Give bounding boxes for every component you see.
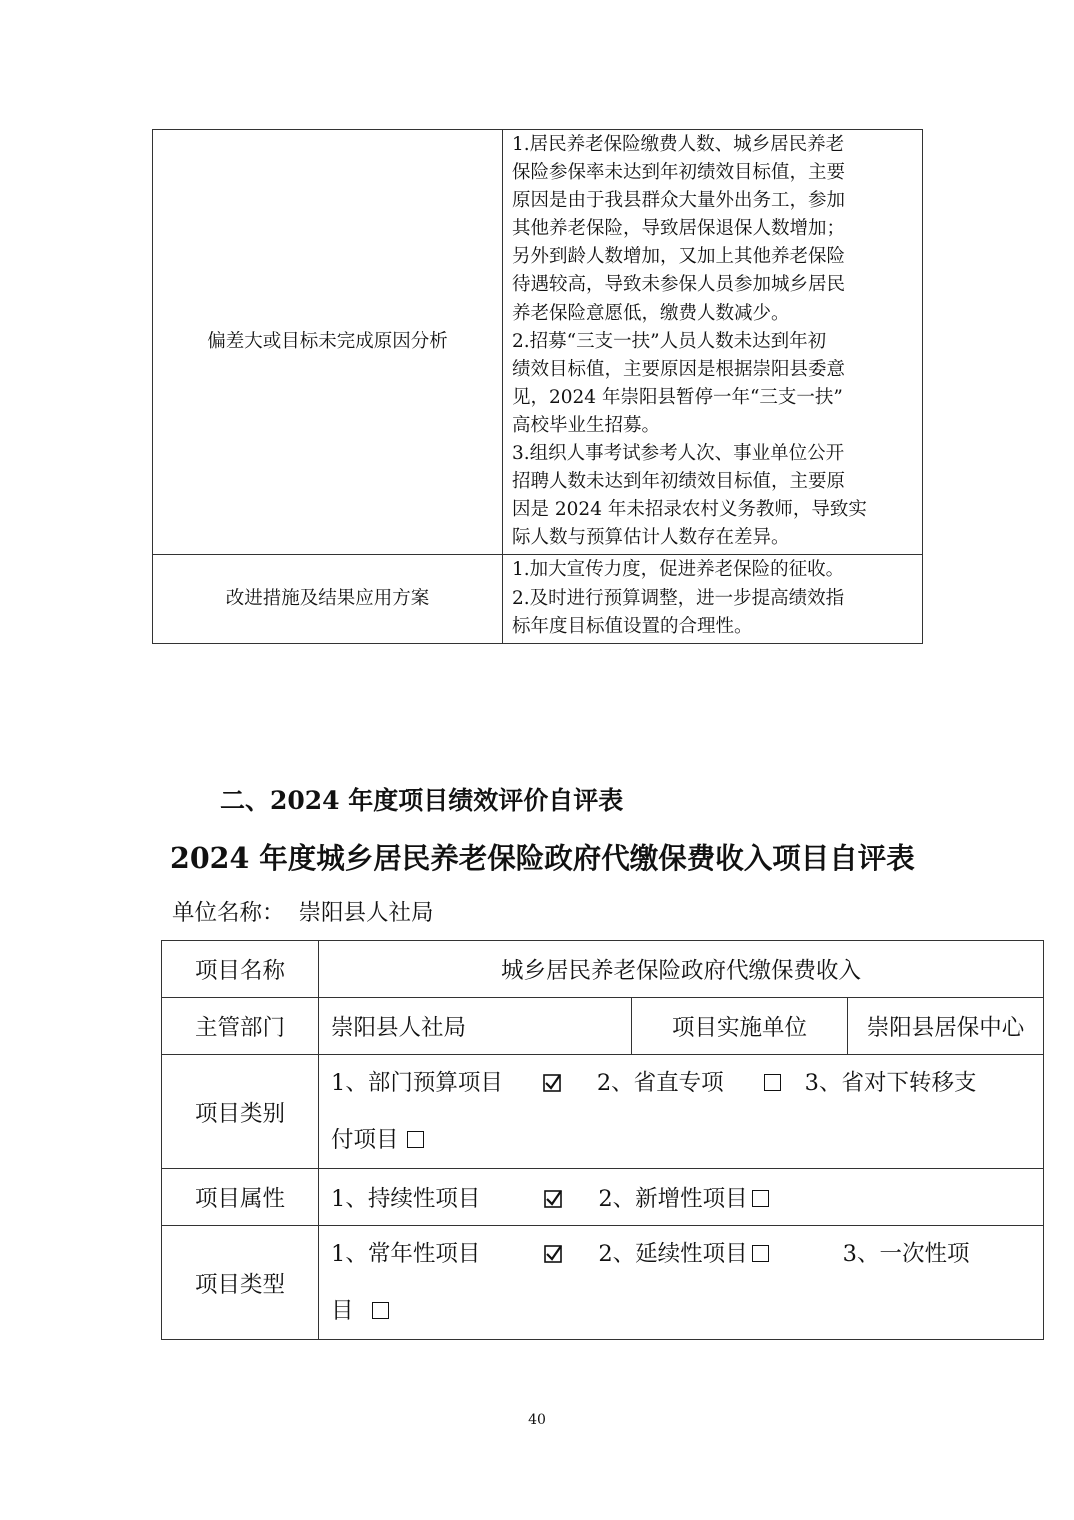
project-type-options [319,1226,1044,1340]
project-attribute-label: 项目属性 [162,1169,319,1226]
checked-box-icon[interactable] [543,1074,561,1092]
type-option-3-cont: 目 [331,1297,354,1324]
checked-box-icon[interactable] [544,1190,562,1208]
table-row [162,941,1044,998]
dept-label: 主管部门 [162,998,319,1055]
page-number: 40 [528,1412,546,1428]
project-category-options [319,1055,1044,1169]
deviation-analysis-table [152,129,923,644]
text-line: 2.招募“三支一扶”人员人数未达到年初 [512,330,827,352]
unchecked-box-icon[interactable] [372,1302,389,1319]
table-row [153,130,923,555]
type-option-3: 3、一次性项 [842,1241,970,1267]
category-option-3-cont: 付项目 [331,1126,399,1153]
text-line: 其他养老保险，导致居保退保人数增加； [512,218,846,240]
dept-value: 崇阳县人社局 [319,998,632,1055]
table-row [162,1169,1044,1226]
table-row [162,1055,1044,1169]
category-option-3: 3、省对下转移支 [804,1070,977,1096]
unit-name-value: 崇阳县人社局 [298,900,434,926]
text-line: 原因是由于我县群众大量外出务工，参加 [512,190,846,212]
project-name-value: 城乡居民养老保险政府代缴保费收入 [319,941,1044,998]
unchecked-box-icon[interactable] [407,1131,424,1148]
text-line: 2.及时进行预算调整，进一步提高绩效指 [512,587,845,609]
category-option-1: 1、部门预算项目 [331,1070,503,1096]
text-line: 养老保险意愿低，缴费人数减少。 [512,302,790,324]
table-row [162,998,1044,1055]
improvement-plan-text [503,555,923,643]
project-attribute-options [319,1169,1044,1226]
text-line: 因是 2024 年未招录农村义务教师，导致实 [512,499,867,521]
impl-unit-value: 崇阳县居保中心 [848,998,1044,1055]
text-line: 际人数与预算估计人数存在差异。 [512,527,790,549]
document-title: 2024 年度城乡居民养老保险政府代缴保费收入项目自评表 [170,841,915,875]
text-line: 招聘人数未达到年初绩效目标值，主要原 [512,471,846,493]
category-option-2: 2、省直专项 [596,1070,724,1096]
project-name-label: 项目名称 [162,941,319,998]
text-line: 见，2024 年崇阳县暂停一年“三支一扶” [512,386,843,408]
text-line: 保险参保率未达到年初绩效目标值，主要 [512,162,846,184]
unchecked-box-icon[interactable] [752,1245,769,1262]
text-line: 另外到龄人数增加，又加上其他养老保险 [512,246,846,268]
project-info-table [161,940,1044,1340]
checked-box-icon[interactable] [544,1245,562,1263]
text-line: 1.居民养老保险缴费人数、城乡居民养老 [512,134,845,155]
deviation-reason-text [503,130,923,555]
unit-name-label: 单位名称： [172,900,285,926]
text-line: 3.组织人事考试参考人次、事业单位公开 [512,443,845,465]
type-option-2: 2、延续性项目 [598,1241,748,1267]
type-option-1: 1、常年性项目 [331,1241,481,1267]
text-line: 标年度目标值设置的合理性。 [512,615,753,637]
section-heading: 二、2024 年度项目绩效评价自评表 [220,786,624,815]
project-category-label: 项目类别 [162,1055,319,1169]
attribute-option-2: 2、新增性项目 [598,1186,748,1212]
improvement-plan-label: 改进措施及结果应用方案 [153,555,503,643]
unchecked-box-icon[interactable] [764,1074,781,1091]
text-line: 绩效目标值，主要原因是根据崇阳县委意 [512,358,846,380]
deviation-reason-label: 偏差大或目标未完成原因分析 [153,130,503,555]
unchecked-box-icon[interactable] [752,1190,769,1207]
table-row [162,1226,1044,1340]
impl-unit-label: 项目实施单位 [632,998,848,1055]
text-line: 待遇较高，导致未参保人员参加城乡居民 [512,274,846,296]
unit-name-line [172,895,434,927]
text-line: 1.加大宣传力度，促进养老保险的征收。 [512,559,845,581]
table-row [153,555,923,643]
attribute-option-1: 1、持续性项目 [331,1186,481,1212]
project-type-label: 项目类型 [162,1226,319,1340]
text-line: 高校毕业生招募。 [512,414,661,436]
